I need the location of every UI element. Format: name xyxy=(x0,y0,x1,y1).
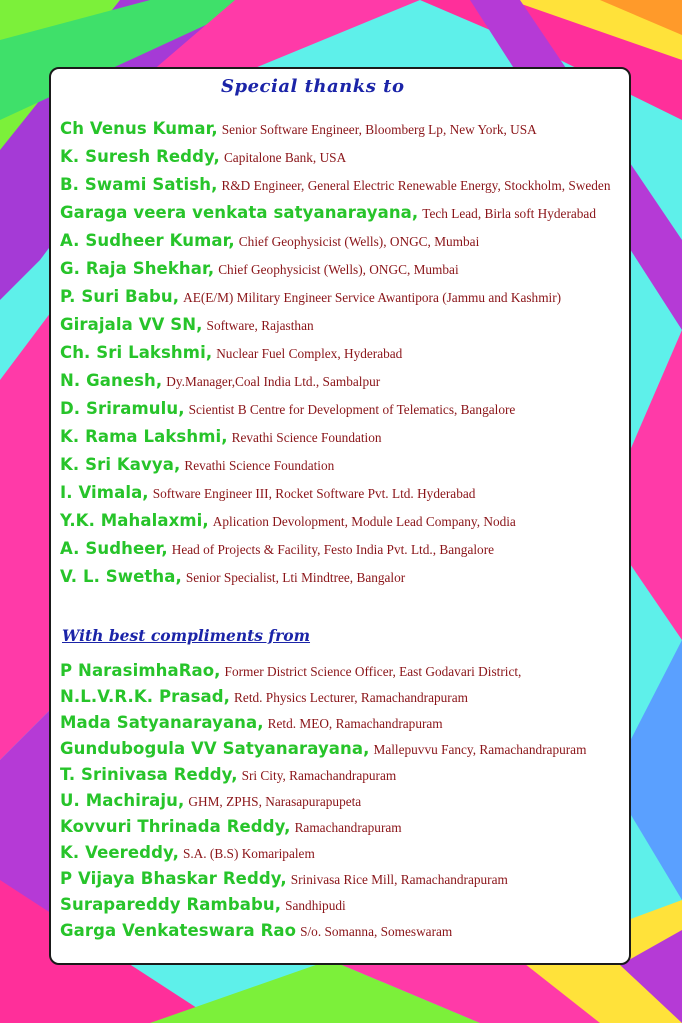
person-name: G. Raja Shekhar, xyxy=(60,259,215,278)
person-name: K. Suresh Reddy, xyxy=(60,147,220,166)
compliments-list xyxy=(60,658,586,944)
person-detail: Nuclear Fuel Complex, Hyderabad xyxy=(216,346,403,361)
special-thanks-heading: Special thanks to xyxy=(221,76,405,97)
compliment-entry xyxy=(60,814,586,840)
person-detail: Revathi Science Foundation xyxy=(184,458,335,473)
compliment-entry xyxy=(60,788,586,814)
person-name: A. Sudheer Kumar, xyxy=(60,231,235,250)
person-detail: Retd. MEO, Ramachandrapuram xyxy=(267,716,443,731)
person-detail: S.A. (B.S) Komaripalem xyxy=(182,846,315,861)
person-detail: Chief Geophysicist (Wells), ONGC, Mumbai xyxy=(218,262,459,277)
person-name: Ch Venus Kumar, xyxy=(60,119,218,138)
thanks-entry xyxy=(60,143,610,171)
person-detail: R&D Engineer, General Electric Renewable Energy, Stockholm, Sweden xyxy=(221,178,611,193)
person-name: I. Vimala, xyxy=(60,483,149,502)
person-detail: Senior Specialist, Lti Mindtree, Bangalor xyxy=(185,570,406,585)
person-detail: Sri City, Ramachandrapuram xyxy=(241,768,397,783)
person-name: Garga Venkateswara Rao xyxy=(60,921,297,940)
person-detail: AE(E/M) Military Engineer Service Awantipora (Jammu and Kashmir) xyxy=(183,290,562,305)
compliments-heading: With best compliments from xyxy=(62,626,311,645)
thanks-entry xyxy=(60,507,610,535)
person-name: V. L. Swetha, xyxy=(60,567,182,586)
compliment-entry xyxy=(60,710,586,736)
thanks-entry xyxy=(60,171,610,199)
compliment-entry xyxy=(60,840,586,866)
person-detail: Former District Science Officer, East Godavari District, xyxy=(224,664,522,679)
person-name: K. Rama Lakshmi, xyxy=(60,427,228,446)
person-detail: Chief Geophysicist (Wells), ONGC, Mumbai xyxy=(238,234,480,249)
person-name: K. Veereddy, xyxy=(60,843,179,862)
person-name: Kovvuri Thrinada Reddy, xyxy=(60,817,291,836)
thanks-entry xyxy=(60,227,610,255)
person-name: P Vijaya Bhaskar Reddy, xyxy=(60,869,287,888)
person-detail: Scientist B Centre for Development of Telematics, Bangalore xyxy=(188,402,516,417)
person-name: Girajala VV SN, xyxy=(60,315,203,334)
person-detail: Retd. Physics Lecturer, Ramachandrapuram xyxy=(234,690,468,705)
thanks-entry xyxy=(60,423,610,451)
thanks-entry xyxy=(60,115,610,143)
person-name: Gundubogula VV Satyanarayana, xyxy=(60,739,370,758)
person-detail: Capitalone Bank, USA xyxy=(223,150,347,165)
special-thanks-list xyxy=(60,115,610,591)
person-name: A. Sudheer, xyxy=(60,539,168,558)
thanks-entry xyxy=(60,451,610,479)
person-detail: Senior Software Engineer, Bloomberg Lp, New York, USA xyxy=(221,122,537,137)
person-name: Y.K. Mahalaxmi, xyxy=(60,511,209,530)
compliment-entry xyxy=(60,866,586,892)
person-detail: Tech Lead, Birla soft Hyderabad xyxy=(422,206,596,221)
thanks-entry xyxy=(60,283,610,311)
person-name: N. Ganesh, xyxy=(60,371,163,390)
credits-card xyxy=(49,67,631,965)
person-detail: Revathi Science Foundation xyxy=(231,430,382,445)
person-detail: Software, Rajasthan xyxy=(206,318,314,333)
person-detail: Sandhipudi xyxy=(285,898,346,913)
person-name: T. Srinivasa Reddy, xyxy=(60,765,238,784)
person-name: Garaga veera venkata satyanarayana, xyxy=(60,203,419,222)
thanks-entry xyxy=(60,311,610,339)
compliment-entry xyxy=(60,892,586,918)
compliment-entry xyxy=(60,736,586,762)
person-name: Ch. Sri Lakshmi, xyxy=(60,343,213,362)
person-name: Mada Satyanarayana, xyxy=(60,713,264,732)
thanks-entry xyxy=(60,255,610,283)
person-name: P. Suri Babu, xyxy=(60,287,180,306)
person-detail: S/o. Somanna, Someswaram xyxy=(300,924,453,939)
person-name: K. Sri Kavya, xyxy=(60,455,181,474)
thanks-entry xyxy=(60,479,610,507)
person-name: N.L.V.R.K. Prasad, xyxy=(60,687,231,706)
person-name: Surapareddy Rambabu, xyxy=(60,895,282,914)
person-name: B. Swami Satish, xyxy=(60,175,218,194)
person-name: P NarasimhaRao, xyxy=(60,661,221,680)
person-detail: Software Engineer III, Rocket Software Pvt. Ltd. Hyderabad xyxy=(152,486,476,501)
thanks-entry xyxy=(60,339,610,367)
person-detail: Mallepuvvu Fancy, Ramachandrapuram xyxy=(373,742,587,757)
compliment-entry xyxy=(60,684,586,710)
compliment-entry xyxy=(60,762,586,788)
compliment-entry xyxy=(60,918,586,944)
person-detail: GHM, ZPHS, Narasapurapupeta xyxy=(188,794,362,809)
thanks-entry xyxy=(60,395,610,423)
thanks-entry xyxy=(60,563,610,591)
person-detail: Ramachandrapuram xyxy=(294,820,402,835)
person-detail: Head of Projects & Facility, Festo India Pvt. Ltd., Bangalore xyxy=(171,542,495,557)
thanks-entry xyxy=(60,199,610,227)
person-name: D. Sriramulu, xyxy=(60,399,185,418)
thanks-entry xyxy=(60,535,610,563)
thanks-entry xyxy=(60,367,610,395)
compliment-entry xyxy=(60,658,586,684)
person-detail: Dy.Manager,Coal India Ltd., Sambalpur xyxy=(166,374,381,389)
person-detail: Aplication Devolopment, Module Lead Company, Nodia xyxy=(212,514,516,529)
person-name: U. Machiraju, xyxy=(60,791,185,810)
person-detail: Srinivasa Rice Mill, Ramachandrapuram xyxy=(290,872,508,887)
